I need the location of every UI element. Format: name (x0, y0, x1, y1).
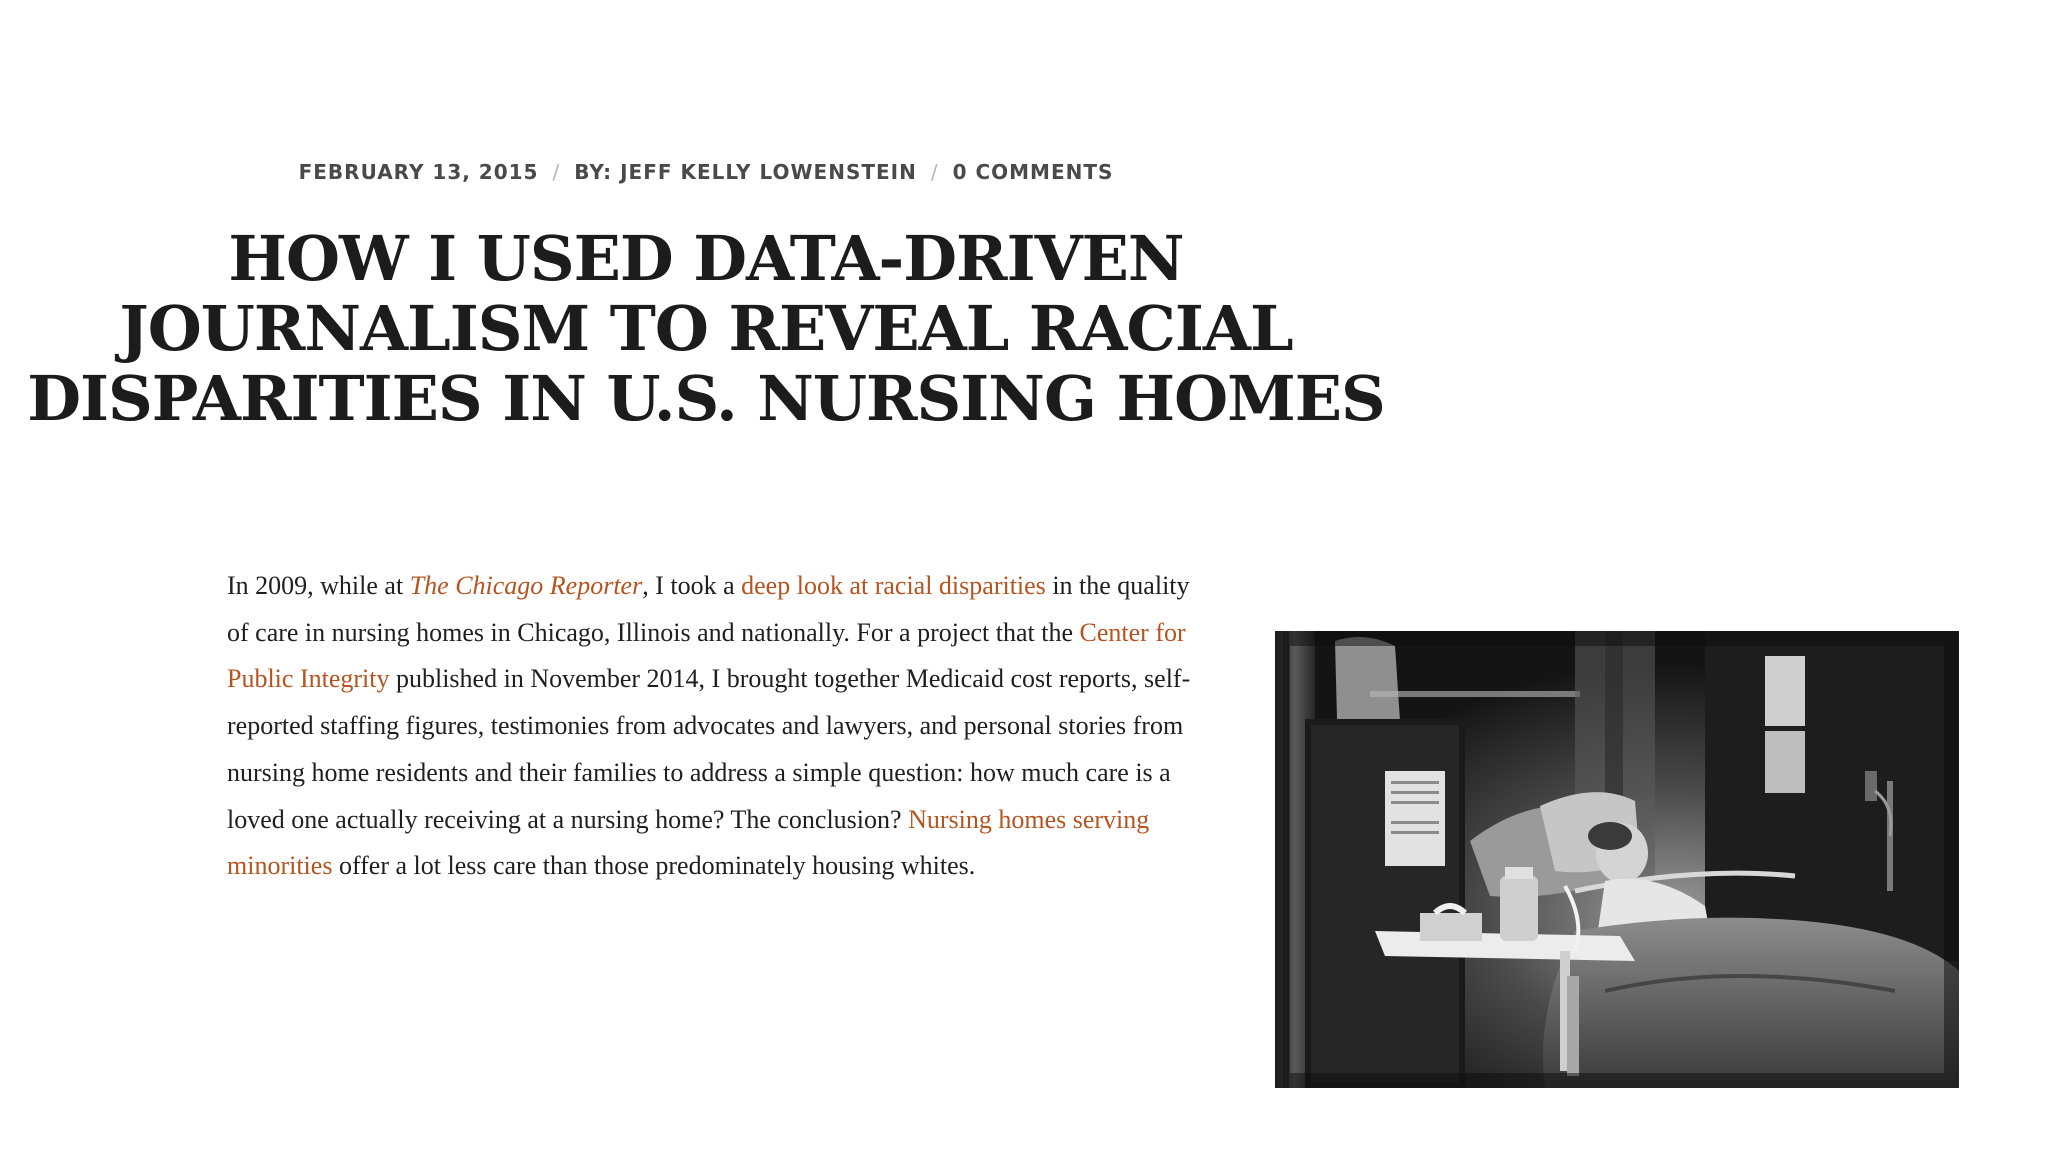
racial-disparities-link[interactable]: deep look at racial disparities (741, 571, 1046, 600)
article-title (0, 224, 1412, 434)
center-for-public-integrity-link[interactable]: Center for Public Integrity (227, 617, 1186, 694)
paragraph-text: offer a lot less care than those predominately housing whites. (332, 851, 976, 881)
paragraph-text: , I took a (642, 571, 742, 600)
nursing-homes-minorities-link[interactable]: Nursing homes serving minorities (227, 804, 1150, 881)
comments-count-link[interactable]: 0 COMMENTS (952, 160, 1114, 184)
paragraph-text: published in November 2014, I brought together Medicaid cost reports, self-reported staffing figures, testimonies from advocates and lawyers, and personal stories from nursing home residents and their families to address a simple question: how much care is a loved one actually receiving at a nursing home? The conclusion? (227, 664, 1191, 834)
article-paragraph (227, 563, 1195, 890)
meta-separator: / (930, 160, 939, 184)
article-title-line: HOW I USED DATA-DRIVEN (228, 222, 1184, 295)
meta-separator: / (552, 160, 561, 184)
post-date: FEBRUARY 13, 2015 (298, 160, 539, 184)
nursing-home-photo (1275, 631, 1959, 1088)
paragraph-text: In 2009, while at (227, 571, 410, 600)
post-author[interactable]: BY: JEFF KELLY LOWENSTEIN (574, 160, 917, 184)
article-title-line: JOURNALISM TO REVEAL RACIAL (119, 292, 1293, 365)
post-meta (0, 160, 1412, 184)
article-title-line: DISPARITIES IN U.S. NURSING HOMES (27, 362, 1385, 435)
nursing-home-photo-illustration (1275, 631, 1959, 1088)
chicago-reporter-link[interactable]: The Chicago Reporter (409, 571, 643, 600)
paragraph-text: in the quality of care in nursing homes in Chicago, Illinois and nationally. For a project that the (227, 571, 1190, 647)
